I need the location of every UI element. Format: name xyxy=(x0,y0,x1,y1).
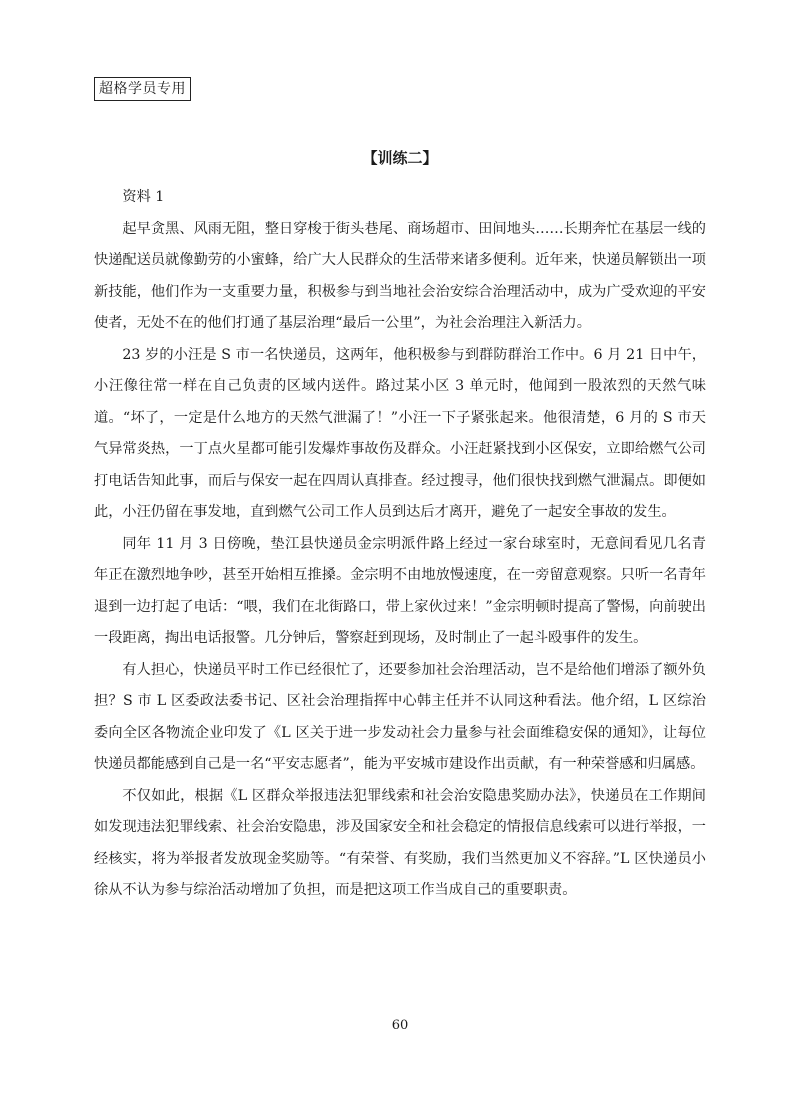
paragraph: 23 岁的小汪是 S 市一名快递员，这两年，他积极参与到群防群治工作中。6 月 21 日中午，小汪像往常一样在自己负责的区域内送件。路过某小区 3 单元时，他闻到一股浓烈的天然气味道。“坏了，一定是什么地方的天然气泄漏了！”小汪一下子紧张起来。他很清楚，6 月的 S 市天气异常炎热，一丁点火星都可能引发爆炸事故伤及群众。小汪赶紧找到小区保安，立即给燃气公司打电话告知此事，而后与保安一起在四周认真排查。经过搜寻，他们很快找到燃气泄漏点。即便如此，小汪仍留在事发地，直到燃气公司工作人员到达后才离开，避免了一起安全事故的发生。 xyxy=(94,346,706,520)
paragraph: 有人担心，快递员平时工作已经很忙了，还要参加社会治理活动，岂不是给他们增添了额外负担？S 市 L 区委政法委书记、区社会治理指挥中心韩主任并不认同这种看法。他介绍，L 区综治委向全区各物流企业印发了《L 区关于进一步发动社会力量参与社会面维稳安保的通知》，让每位快递员都能感到自己是一名“平安志愿者”，能为平安城市建设作出贡献，有一种荣誉感和归属感。 xyxy=(94,661,706,772)
exclusive-tag: 超格学员专用 xyxy=(94,77,191,101)
page-number: 60 xyxy=(391,1018,409,1033)
paragraph: 起早贪黑、风雨无阻，整日穿梭于街头巷尾、商场超市、田间地头……长期奔忙在基层一线的快递配送员就像勤劳的小蜜蜂，给广大人民群众的生活带来诸多便利。近年来，快递员解锁出一项新技能，他们作为一支重要力量，积极参与到当地社会治安综合治理活动中，成为广受欢迎的平安使者，无处不在的他们打通了基层治理“最后一公里”，为社会治理注入新活力。 xyxy=(94,220,706,331)
material-heading: 资料 1 xyxy=(122,189,165,205)
paragraph: 不仅如此，根据《L 区群众举报违法犯罪线索和社会治安隐患奖励办法》，快递员在工作期间如发现违法犯罪线索、社会治安隐患，涉及国家安全和社会稳定的情报信息线索可以进行举报，一经核实，将为举报者发放现金奖励等。“有荣誉、有奖励，我们当然更加义不容辞。”L 区快递员小徐从不认为参与综治活动增加了负担，而是把这项工作当成自己的重要职责。 xyxy=(94,787,706,898)
document-body xyxy=(94,182,706,907)
section-title: 【训练二】 xyxy=(362,149,438,167)
paragraph: 同年 11 月 3 日傍晚，垫江县快递员金宗明派件路上经过一家台球室时，无意间看见几名青年正在激烈地争吵，甚至开始相互推搡。金宗明不由地放慢速度，在一旁留意观察。只听一名青年退到一边打起了电话：“喂，我们在北街路口，带上家伙过来！”金宗明顿时提高了警惕，向前驶出一段距离，掏出电话报警。几分钟后，警察赶到现场，及时制止了一起斗殴事件的发生。 xyxy=(94,535,706,646)
